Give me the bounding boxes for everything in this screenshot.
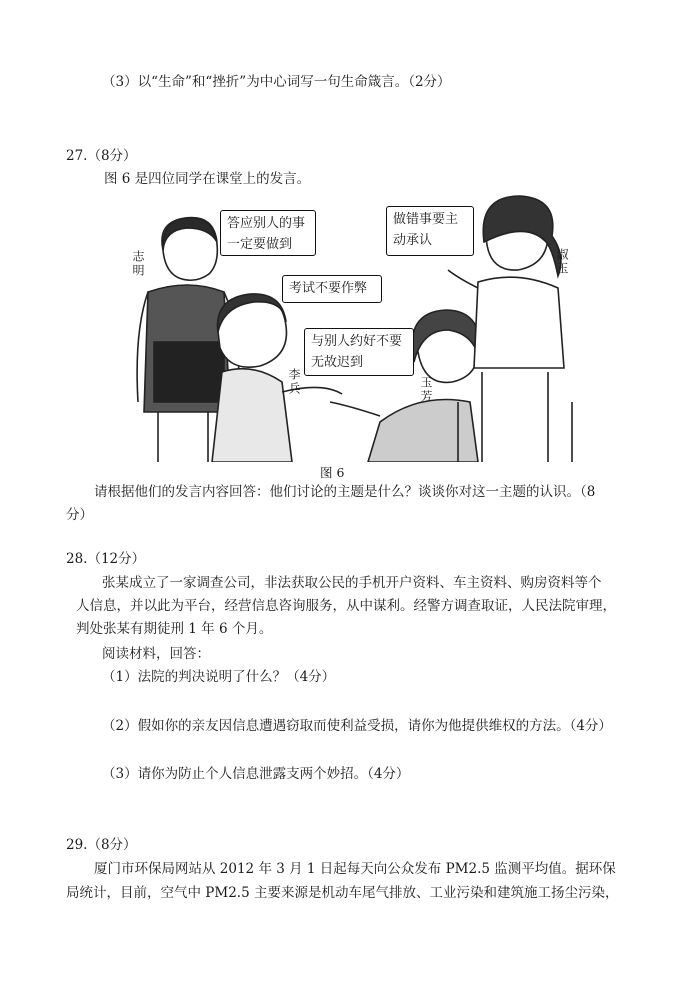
speech-bubble-shuyu: 做错事要主 动承认 [386,206,474,256]
speech-bubble-yufang: 与别人约好不要 无故迟到 [304,328,414,376]
q29-material-line2: 局统计，目前，空气中 PM2.5 主要来源是机动车尾气排放、工业污染和建筑施工扬尘污染， [66,885,619,901]
q26-sub3: （3）以“生命”和“挫折”为中心词写一句生命箴言。（2分） [102,74,451,90]
q29-material-line1: 厦门市环保局网站从 2012 年 3 月 1 日起每天向公众发布 PM2.5 监测平均值。据环保 [94,861,616,877]
q28-header: 28.（12分） [66,551,146,567]
q28-material-line2: 人信息，并以此为平台，经营信息咨询服务，从中谋利。经警方调查取证，人民法院审理， [76,598,616,614]
q28-sub3: （3）请你为防止个人信息泄露支两个妙招。（4分） [102,766,410,782]
q28-sub2: （2）假如你的亲友因信息遭遇窃取而使利益受损，请你为他提供维权的方法。（4分） [102,718,612,734]
cartoon-drawing [118,192,580,462]
speech-bubble-libing: 考试不要作弊 [282,275,382,303]
q28-read-prompt: 阅读材料，回答： [102,646,210,662]
q27-header: 27.（8分） [66,148,137,164]
name-label-yufang: 玉芳 [419,376,433,404]
q29-header: 29.（8分） [66,837,137,853]
q28-sub1: （1）法院的判决说明了什么？（4分） [102,669,336,685]
name-label-libing: 李兵 [287,368,301,396]
name-label-zhiming: 志明 [131,250,145,278]
q28-material-line3: 判处张某有期徒刑 1 年 6 个月。 [76,621,273,637]
name-label-shuyu: 淑玉 [555,248,569,276]
q27-question-line1: 请根据他们的发言内容回答：他们讨论的主题是什么？谈谈你对这一主题的认识。（8 [94,484,596,500]
q27-intro: 图 6 是四位同学在课堂上的发言。 [104,171,311,187]
figure-6-illustration [118,192,580,462]
q27-question-line2: 分） [66,507,93,523]
speech-bubble-zhiming: 答应别人的事 一定要做到 [220,210,316,256]
q28-material-line1: 张某成立了一家调查公司，非法获取公民的手机开户资料、车主资料、购房资料等个 [102,575,602,591]
figure-caption: 图 6 [320,465,345,480]
